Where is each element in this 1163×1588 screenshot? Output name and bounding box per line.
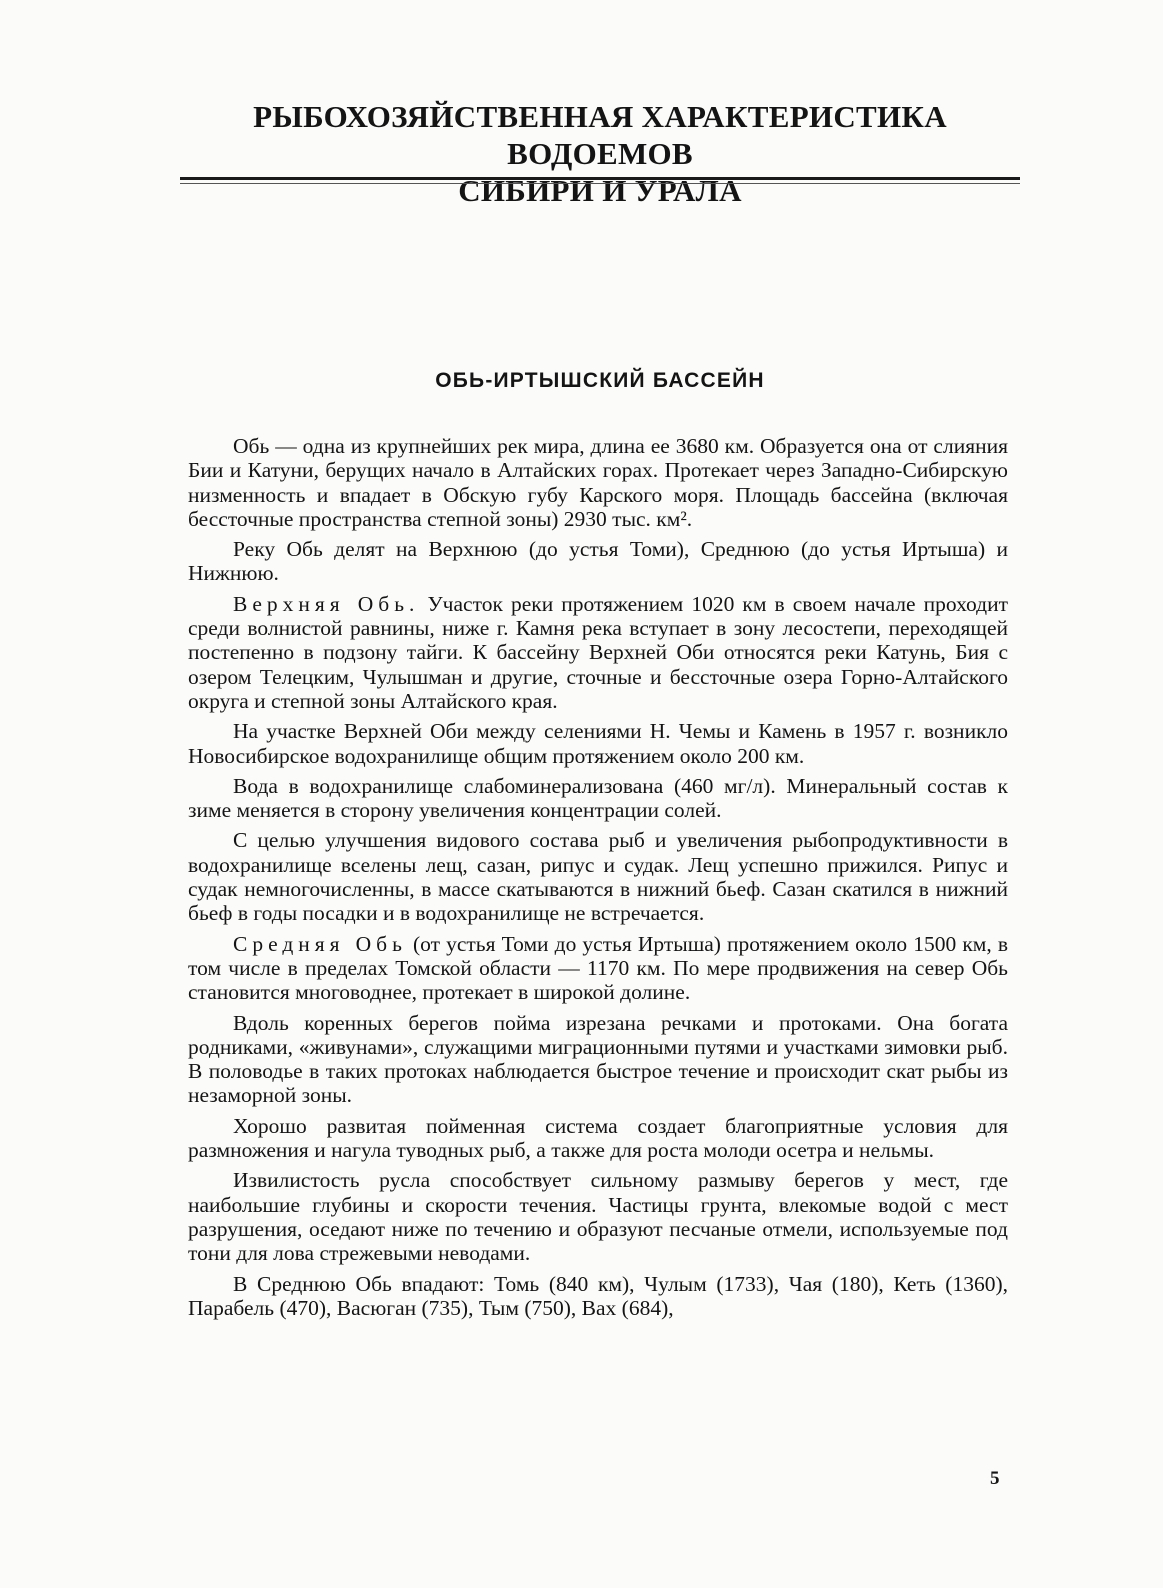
paragraph-text: (от устья Томи до устья Иртыша) протяжением около 1500 км, в том числе в пределах Томской области — 1170 км. По мере продвижения на север Обь становится многоводнее, протекает в широкой долине. — [188, 931, 1009, 1005]
paragraph-text: Обь — одна из крупнейших рек мира, длина ее 3680 км. Образуется она от слияния Бии и Катуни, берущих начало в Алтайских горах. Протекает через Западно-Сибирскую низменность и впадает в Обскую губу Карского моря. Площадь бассейна (включая бессточные пространства степной зоны) 2930 тыс. км². — [188, 434, 1008, 531]
section-title: ОБЬ-ИРТЫШСКИЙ БАССЕЙН — [435, 369, 765, 392]
paragraph-text: Вода в водохранилище слабоминерализована (460 мг/л). Минеральный состав к зиме меняется в сторону увеличения концентрации солей. — [188, 773, 1008, 823]
paragraph — [188, 1272, 1008, 1321]
paragraph-text: Хорошо развитая пойменная система создает благоприятные условия для размножения и нагула туводных рыб, а также для роста молоди осетра и нельмы. — [188, 1113, 1008, 1163]
main-title-line-2: СИБИРИ И УРАЛА — [458, 173, 742, 208]
page-number: 5 — [990, 1468, 1000, 1489]
paragraph-lead: Средняя Обь — [233, 931, 407, 956]
paragraph — [188, 828, 1008, 925]
paragraph — [188, 719, 1008, 768]
title-rule — [180, 177, 1020, 180]
paragraph — [188, 774, 1008, 823]
paragraph — [188, 932, 1008, 1005]
paragraph — [188, 434, 1008, 531]
main-title — [180, 98, 1020, 209]
paragraph-text: Вдоль коренных берегов пойма изрезана речками и протоками. Она богата родниками, «живунами», служащими миграционными путями и участками зимовки рыб. В половодье в таких протоках наблюдается быстрое течение и происходит скат рыбы из незаморной зоны. — [188, 1010, 1008, 1108]
title-rule-thin — [180, 183, 1020, 184]
paragraph-text: Реку Обь делят на Верхнюю (до устья Томи), Среднюю (до устья Иртыша) и Нижнюю. — [188, 537, 1008, 586]
paragraph-text: На участке Верхней Оби между селениями Н. Чемы и Камень в 1957 г. возникло Новосибирское водохранилище общим протяжением около 200 км. — [188, 719, 1008, 768]
body-text — [188, 434, 1008, 1326]
paragraph-text: Извилистость русла способствует сильному размыву берегов у мест, где наибольшие глубины и скорости течения. Частицы грунта, влекомые водой с мест разрушения, оседают ниже по течению и образуют песчаные отмели, используемые под тони для лова стрежевыми неводами. — [188, 1168, 1008, 1266]
paragraph-lead: Верхняя Обь. — [233, 591, 420, 616]
main-title-line-1: РЫБОХОЗЯЙСТВЕННАЯ ХАРАКТЕРИСТИКА ВОДОЕМОВ — [253, 99, 947, 171]
paragraph-text: В Среднюю Обь впадают: Томь (840 км), Чулым (1733), Чая (180), Кеть (1360), Парабель (470), Васюган (735), Тым (750), Вах (684), — [188, 1271, 1008, 1320]
paragraph — [188, 592, 1008, 713]
paragraph-text: Участок реки протяжением 1020 км в своем начале проходит среди волнистой равнины, ниже г. Камня река вступает в зону лесостепи, переходящей постепенно в подзону тайги. К бассейну Верхней Оби относятся реки Катунь, Бия с озером Телецким, Чулышман и другие, сточные и бессточные озера Горно-Алтайского округа и степной зоны Алтайского края. — [188, 591, 1008, 713]
paragraph — [188, 1114, 1008, 1163]
paragraph — [188, 1168, 1008, 1265]
paragraph — [188, 537, 1008, 586]
paragraph-text: С целью улучшения видового состава рыб и увеличения рыбопродуктивности в водохранилище вселены лещ, сазан, рипус и судак. Лещ успешно прижился. Рипус и судак немногочисленны, в массе скатываются в нижний бьеф. Сазан скатился в нижний бьеф в годы посадки и в водохранилище не встречается. — [188, 828, 1008, 926]
paragraph — [188, 1011, 1008, 1108]
